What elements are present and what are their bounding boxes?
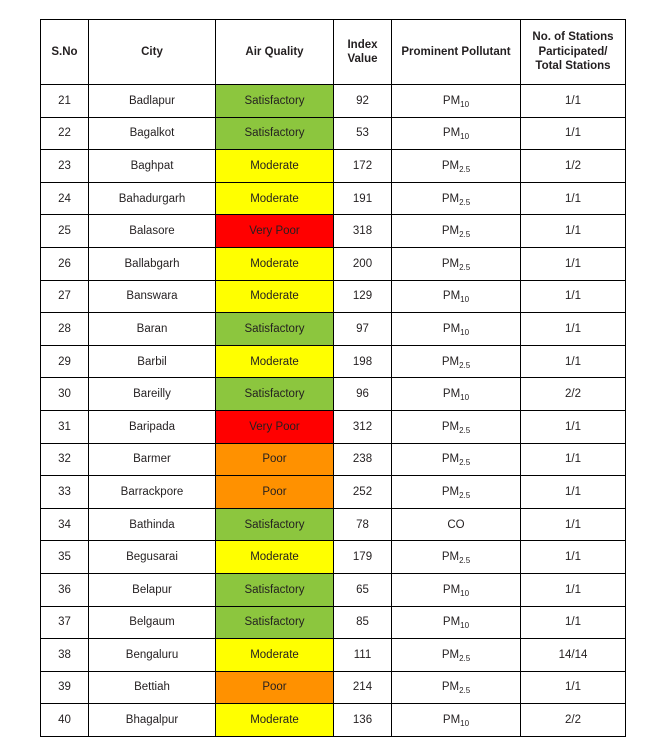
column-header-prominent-pollutant: Prominent Pollutant (392, 20, 521, 85)
cell-index-value: 238 (334, 443, 392, 476)
pollutant-subscript: 10 (460, 99, 470, 109)
cell-stations: 1/1 (521, 85, 626, 118)
pollutant-base: PM (441, 648, 460, 661)
cell-city: Belgaum (89, 606, 216, 639)
cell-air-quality: Very Poor (216, 215, 334, 248)
cell-prominent-pollutant (392, 443, 521, 476)
pollutant-subscript: 2.5 (459, 262, 471, 272)
table-row (41, 671, 626, 704)
column-header-city: City (89, 20, 216, 85)
cell-city: Bahadurgarh (89, 182, 216, 215)
cell-sno: 33 (41, 476, 89, 509)
cell-sno: 26 (41, 247, 89, 280)
cell-prominent-pollutant (392, 117, 521, 150)
cell-sno: 34 (41, 508, 89, 541)
pollutant-subscript: 10 (460, 621, 470, 631)
pollutant-subscript: 2.5 (459, 686, 471, 696)
cell-air-quality: Satisfactory (216, 508, 334, 541)
stations-header-line3: Total Stations (535, 60, 611, 73)
pollutant-subscript: 2.5 (459, 490, 471, 500)
pollutant-base: PM (442, 714, 461, 727)
table-row (41, 378, 626, 411)
pollutant-subscript: 2.5 (459, 360, 471, 370)
pollutant-subscript: 2.5 (459, 556, 471, 566)
cell-city: Banswara (89, 280, 216, 313)
cell-sno: 39 (41, 671, 89, 704)
table-row (41, 85, 626, 118)
cell-stations: 1/1 (521, 345, 626, 378)
cell-sno: 23 (41, 150, 89, 183)
cell-air-quality: Moderate (216, 704, 334, 737)
cell-prominent-pollutant (392, 182, 521, 215)
cell-air-quality: Moderate (216, 345, 334, 378)
cell-stations: 1/1 (521, 117, 626, 150)
pollutant-base: PM (441, 681, 460, 694)
cell-prominent-pollutant (392, 85, 521, 118)
pollutant-base: PM (442, 583, 461, 596)
cell-prominent-pollutant (392, 541, 521, 574)
cell-sno: 29 (41, 345, 89, 378)
cell-prominent-pollutant (392, 378, 521, 411)
cell-sno: 27 (41, 280, 89, 313)
pollutant-base: PM (441, 355, 460, 368)
cell-index-value: 191 (334, 182, 392, 215)
table-row (41, 508, 626, 541)
table-body (41, 85, 626, 737)
cell-sno: 38 (41, 639, 89, 672)
cell-prominent-pollutant (392, 573, 521, 606)
index-header-line2: Value (347, 53, 378, 65)
table-row (41, 280, 626, 313)
table-row (41, 117, 626, 150)
cell-city: Barrackpore (89, 476, 216, 509)
cell-index-value: 200 (334, 247, 392, 280)
cell-air-quality: Satisfactory (216, 117, 334, 150)
cell-sno: 31 (41, 410, 89, 443)
cell-sno: 30 (41, 378, 89, 411)
pollutant-base: PM (441, 453, 460, 466)
cell-stations: 1/1 (521, 606, 626, 639)
cell-index-value: 92 (334, 85, 392, 118)
cell-air-quality: Moderate (216, 280, 334, 313)
pollutant-subscript: 10 (460, 132, 470, 142)
cell-prominent-pollutant (392, 345, 521, 378)
table-row (41, 215, 626, 248)
column-header-sno: S.No (41, 20, 89, 85)
cell-city: Balasore (89, 215, 216, 248)
table-row (41, 573, 626, 606)
pollutant-subscript: 10 (460, 588, 470, 598)
pollutant-base: PM (441, 485, 460, 498)
cell-city: Baran (89, 313, 216, 346)
cell-index-value: 111 (334, 639, 392, 672)
cell-index-value: 198 (334, 345, 392, 378)
cell-prominent-pollutant (392, 508, 521, 541)
cell-air-quality: Poor (216, 671, 334, 704)
cell-prominent-pollutant (392, 247, 521, 280)
table-header (41, 20, 626, 85)
pollutant-subscript: 10 (460, 295, 470, 305)
cell-prominent-pollutant (392, 704, 521, 737)
cell-sno: 40 (41, 704, 89, 737)
cell-air-quality: Poor (216, 443, 334, 476)
pollutant-base: PM (441, 159, 460, 172)
table-row (41, 247, 626, 280)
cell-stations: 1/1 (521, 508, 626, 541)
pollutant-base: PM (442, 127, 461, 140)
cell-stations: 1/1 (521, 215, 626, 248)
pollutant-subscript: 2.5 (459, 458, 471, 468)
cell-city: Baghpat (89, 150, 216, 183)
stations-header-line2: Participated/ (538, 45, 608, 58)
pollutant-base: PM (441, 225, 460, 238)
cell-city: Bareilly (89, 378, 216, 411)
cell-index-value: 85 (334, 606, 392, 639)
cell-stations: 1/1 (521, 280, 626, 313)
cell-prominent-pollutant (392, 280, 521, 313)
cell-index-value: 65 (334, 573, 392, 606)
cell-prominent-pollutant (392, 410, 521, 443)
pollutant-base: PM (442, 616, 461, 629)
cell-air-quality: Satisfactory (216, 378, 334, 411)
cell-city: Bagalkot (89, 117, 216, 150)
cell-sno: 35 (41, 541, 89, 574)
cell-air-quality: Satisfactory (216, 606, 334, 639)
pollutant-base: PM (442, 388, 461, 401)
cell-air-quality: Moderate (216, 639, 334, 672)
air-quality-table (40, 19, 626, 737)
cell-city: Badlapur (89, 85, 216, 118)
column-header-stations (521, 20, 626, 85)
cell-index-value: 252 (334, 476, 392, 509)
cell-sno: 22 (41, 117, 89, 150)
pollutant-subscript: 2.5 (459, 164, 471, 174)
pollutant-subscript: 2.5 (459, 425, 471, 435)
pollutant-subscript: 10 (460, 719, 470, 729)
cell-city: Belapur (89, 573, 216, 606)
cell-sno: 25 (41, 215, 89, 248)
cell-sno: 24 (41, 182, 89, 215)
cell-sno: 21 (41, 85, 89, 118)
table-row (41, 410, 626, 443)
pollutant-base: PM (441, 257, 460, 270)
cell-stations: 1/1 (521, 182, 626, 215)
index-header-line1: Index (347, 38, 378, 51)
pollutant-base: CO (447, 518, 465, 531)
cell-stations: 14/14 (521, 639, 626, 672)
cell-air-quality: Moderate (216, 541, 334, 574)
table-row (41, 639, 626, 672)
table-row (41, 541, 626, 574)
cell-index-value: 179 (334, 541, 392, 574)
cell-sno: 36 (41, 573, 89, 606)
table-row (41, 345, 626, 378)
cell-stations: 1/1 (521, 476, 626, 509)
cell-prominent-pollutant (392, 639, 521, 672)
pollutant-base: PM (442, 322, 461, 335)
cell-sno: 28 (41, 313, 89, 346)
header-row (41, 20, 626, 85)
cell-air-quality: Satisfactory (216, 85, 334, 118)
cell-index-value: 172 (334, 150, 392, 183)
cell-stations: 2/2 (521, 378, 626, 411)
table-row (41, 704, 626, 737)
pollutant-subscript: 2.5 (459, 653, 471, 663)
cell-air-quality: Satisfactory (216, 313, 334, 346)
cell-city: Bhagalpur (89, 704, 216, 737)
cell-index-value: 78 (334, 508, 392, 541)
cell-stations: 1/1 (521, 573, 626, 606)
cell-prominent-pollutant (392, 150, 521, 183)
cell-index-value: 96 (334, 378, 392, 411)
cell-city: Bathinda (89, 508, 216, 541)
column-header-air-quality: Air Quality (216, 20, 334, 85)
cell-city: Ballabgarh (89, 247, 216, 280)
pollutant-base: PM (442, 290, 461, 303)
cell-stations: 1/1 (521, 541, 626, 574)
cell-city: Barbil (89, 345, 216, 378)
table-row (41, 443, 626, 476)
cell-air-quality: Moderate (216, 182, 334, 215)
cell-city: Barmer (89, 443, 216, 476)
cell-sno: 32 (41, 443, 89, 476)
pollutant-subscript: 10 (460, 393, 470, 403)
pollutant-base: PM (441, 551, 460, 564)
pollutant-subscript: 2.5 (459, 230, 471, 240)
cell-prominent-pollutant (392, 606, 521, 639)
cell-air-quality: Poor (216, 476, 334, 509)
cell-air-quality: Moderate (216, 150, 334, 183)
pollutant-subscript: 10 (460, 327, 470, 337)
cell-city: Bengaluru (89, 639, 216, 672)
pollutant-base: PM (441, 192, 460, 205)
cell-city: Baripada (89, 410, 216, 443)
pollutant-subscript: 2.5 (459, 197, 471, 207)
cell-stations: 1/1 (521, 671, 626, 704)
cell-stations: 1/1 (521, 410, 626, 443)
cell-prominent-pollutant (392, 313, 521, 346)
pollutant-base: PM (441, 420, 460, 433)
cell-city: Begusarai (89, 541, 216, 574)
column-header-index-value (334, 20, 392, 85)
cell-index-value: 312 (334, 410, 392, 443)
cell-prominent-pollutant (392, 671, 521, 704)
cell-index-value: 318 (334, 215, 392, 248)
cell-index-value: 136 (334, 704, 392, 737)
cell-stations: 2/2 (521, 704, 626, 737)
cell-stations: 1/1 (521, 313, 626, 346)
cell-air-quality: Moderate (216, 247, 334, 280)
table-row (41, 606, 626, 639)
table-row (41, 313, 626, 346)
table-row (41, 182, 626, 215)
cell-index-value: 214 (334, 671, 392, 704)
cell-stations: 1/1 (521, 247, 626, 280)
cell-stations: 1/1 (521, 443, 626, 476)
cell-air-quality: Very Poor (216, 410, 334, 443)
table-row (41, 476, 626, 509)
table-row (41, 150, 626, 183)
pollutant-base: PM (442, 94, 461, 107)
stations-header-line1: No. of Stations (532, 31, 614, 44)
cell-city: Bettiah (89, 671, 216, 704)
cell-index-value: 97 (334, 313, 392, 346)
cell-prominent-pollutant (392, 215, 521, 248)
cell-index-value: 53 (334, 117, 392, 150)
cell-sno: 37 (41, 606, 89, 639)
cell-index-value: 129 (334, 280, 392, 313)
cell-air-quality: Satisfactory (216, 573, 334, 606)
cell-stations: 1/2 (521, 150, 626, 183)
cell-prominent-pollutant (392, 476, 521, 509)
